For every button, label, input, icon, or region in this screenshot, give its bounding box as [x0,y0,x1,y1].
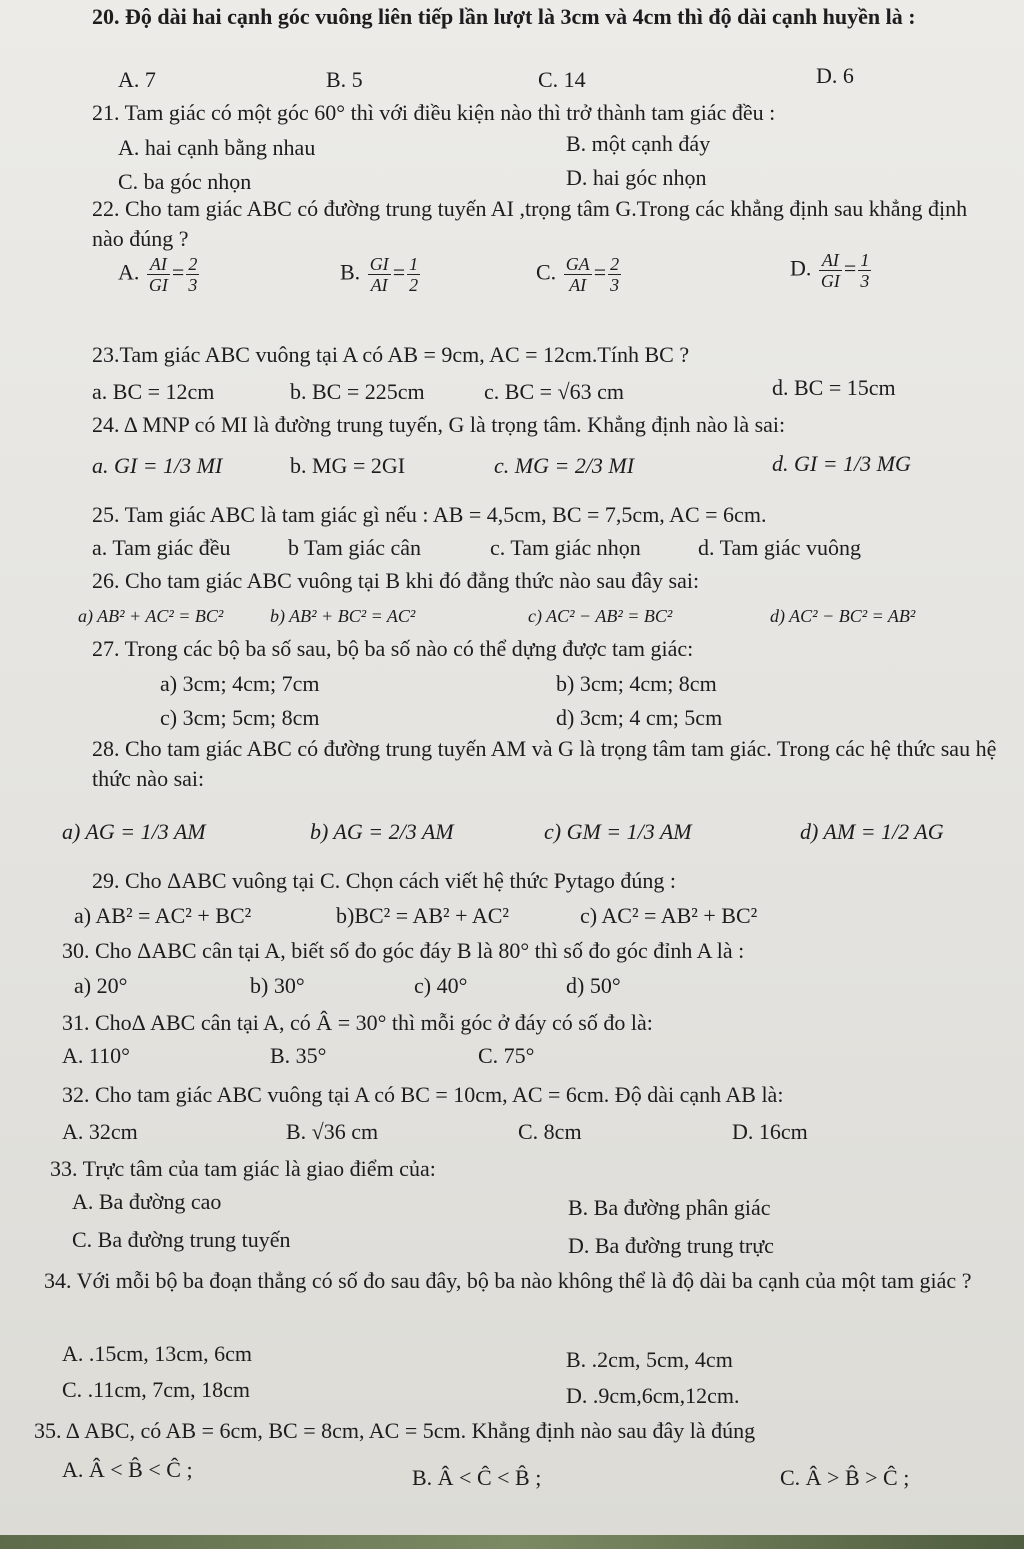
fraction [608,254,621,295]
question-stem: 31. ChoΔ ABC cân tại A, có Â = 30° thì mỗi góc ở đáy có số đo là: [62,1010,653,1035]
option: b)BC² = AB² + AC² [336,903,509,928]
option-letter: B. [340,259,361,285]
option-fraction: B. $\frac{GI}{AI}$ = $\frac{1}{2}$ [340,254,419,295]
option: d) 3cm; 4 cm; 5cm [556,705,723,730]
option: a) 20° [74,973,128,998]
option: A. 7 [118,67,156,92]
option-letter: D. [790,255,812,281]
option: B. Ba đường phân giác [568,1195,771,1220]
option: b Tam giác cân [288,535,422,560]
question-21 [92,98,1004,128]
question-29 [92,866,1004,896]
option: D. 16cm [732,1119,808,1144]
option-letter: C. [536,259,557,285]
option: c) AC² − AB² = BC² [528,606,673,626]
question-stem: 20. Độ dài hai cạnh góc vuông liên tiếp lần lượt là 3cm và 4cm thì độ dài cạnh huyền là : [92,4,916,29]
option: b) AB² + BC² = AC² [270,606,416,626]
denominator: GI [148,275,168,295]
numerator: AI [819,250,842,271]
fraction [147,254,170,295]
option: B. 5 [326,67,363,92]
question-stem: 27. Trong các bộ ba số sau, bộ ba số nào có thể dựng được tam giác: [92,636,694,661]
denominator: 3 [610,275,620,295]
option: A. 110° [62,1043,130,1068]
question-33 [50,1154,1004,1184]
fraction [186,254,199,295]
option: b) AG = 2/3 AM [310,819,454,844]
fraction [368,254,391,295]
option: a. Tam giác đều [92,535,231,560]
option-fraction: D. $\frac{AI}{GI}$ = $\frac{1}{3}$ [790,250,870,291]
option: B. .2cm, 5cm, 4cm [566,1347,733,1372]
question-28 [92,734,1004,794]
question-stem: 34. Với mỗi bộ ba đoạn thẳng có số đo sau đây, bộ ba nào không thể là độ dài ba cạnh của một tam giác ? [44,1268,972,1293]
option: c) GM = 1/3 AM [544,819,692,844]
option: d. BC = 15cm [772,375,896,400]
option: C. 8cm [518,1119,582,1144]
option: A. .15cm, 13cm, 6cm [62,1341,253,1366]
option: d) AC² − BC² = AB² [770,606,916,626]
option: d. Tam giác vuông [698,535,862,560]
fraction [564,254,592,295]
option: c. Tam giác nhọn [490,535,641,560]
option: C. Ba đường trung tuyến [72,1227,291,1252]
question-stem: 24. Δ MNP có MI là đường trung tuyến, G là trọng tâm. Khẳng định nào là sai: [92,412,786,437]
option: a) AG = 1/3 AM [62,819,206,844]
question-35 [34,1416,1004,1446]
question-20 [92,2,1004,32]
option: C. .11cm, 7cm, 18cm [62,1377,250,1402]
fraction [819,250,842,291]
option: D. Ba đường trung trực [568,1233,774,1258]
denominator: AI [370,275,388,295]
option: A. 32cm [62,1119,138,1144]
denominator: 3 [188,275,198,295]
question-stem: 33. Trực tâm của tam giác là giao điểm của: [50,1156,436,1181]
question-31 [62,1008,1004,1038]
option: C. 14 [538,67,586,92]
denominator: GI [820,271,840,291]
question-stem: 32. Cho tam giác ABC vuông tại A có BC = 10cm, AC = 6cm. Độ dài cạnh AB là: [62,1082,784,1107]
option-fraction: C. $\frac{GA}{AI}$ = $\frac{2}{3}$ [536,254,620,295]
question-stem: 22. Cho tam giác ABC có đường trung tuyến AI ,trọng tâm G.Trong các khẳng định sau khẳng định nào đúng ? [92,196,968,251]
question-stem: 30. Cho ΔABC cân tại A, biết số đo góc đáy B là 80° thì số đo góc đỉnh A là : [62,938,745,963]
question-stem: 35. Δ ABC, có AB = 6cm, BC = 8cm, AC = 5cm. Khẳng định nào sau đây là đúng [34,1418,756,1443]
fraction [407,254,420,295]
option: C. Â > B̂ > Ĉ ; [780,1465,910,1490]
option: B. 35° [270,1043,327,1068]
option: b) 30° [250,973,305,998]
option: d) 50° [566,973,621,998]
option: A. Ba đường cao [72,1189,222,1214]
question-25 [92,500,1004,530]
denominator: 2 [409,275,419,295]
numerator: 1 [860,250,870,270]
option: a. GI = 1/3 MI [92,453,223,478]
option: B. √36 cm [286,1119,379,1144]
option: D. 6 [816,63,854,88]
option: d. GI = 1/3 MG [772,451,911,476]
fraction [858,250,871,291]
question-34 [44,1266,1004,1296]
option: A. Â < B̂ < Ĉ ; [62,1457,193,1482]
option: C. ba góc nhọn [118,169,252,194]
numerator: AI [147,254,170,275]
numerator: 2 [188,254,198,274]
option: b. MG = 2GI [290,453,406,478]
option-letter: A. [118,259,140,285]
numerator: 2 [610,254,620,274]
question-stem: 29. Cho ΔABC vuông tại C. Chọn cách viết hệ thức Pytago đúng : [92,868,676,893]
question-26 [92,566,1004,596]
option: c. MG = 2/3 MI [494,453,635,478]
numerator: GI [369,254,389,274]
question-23 [92,340,1004,370]
question-stem: 21. Tam giác có một góc 60° thì với điều kiện nào thì trở thành tam giác đều : [92,100,776,125]
option: D. hai góc nhọn [566,165,707,190]
question-stem: 28. Cho tam giác ABC có đường trung tuyến AM và G là trọng tâm tam giác. Trong các hệ thức sau hệ thức nào sai: [92,736,997,791]
question-24 [92,410,1004,440]
denominator: 3 [860,271,870,291]
question-stem: 25. Tam giác ABC là tam giác gì nếu : AB = 4,5cm, BC = 7,5cm, AC = 6cm. [92,502,767,527]
option-fraction: A. $\frac{AI}{GI}$ = $\frac{2}{3}$ [118,254,198,295]
option: c) 3cm; 5cm; 8cm [160,705,320,730]
option: D. .9cm,6cm,12cm. [566,1383,740,1408]
option: B. một cạnh đáy [566,131,711,156]
option: A. hai cạnh bằng nhau [118,135,316,160]
question-stem: 26. Cho tam giác ABC vuông tại B khi đó đẳng thức nào sau đây sai: [92,568,700,593]
numerator: 1 [409,254,419,274]
option: a) AB² = AC² + BC² [74,903,252,928]
numerator: GA [565,254,590,274]
option: c. BC = √63 cm [484,379,624,404]
option: b) 3cm; 4cm; 8cm [556,671,717,696]
question-27 [92,634,1004,664]
denominator: AI [569,275,587,295]
option: B. Â < Ĉ < B̂ ; [412,1465,542,1490]
option: C. 75° [478,1043,535,1068]
option: b. BC = 225cm [290,379,425,404]
option: d) AM = 1/2 AG [800,819,944,844]
option: c) 40° [414,973,468,998]
background-edge [0,1535,1024,1549]
option: a) AB² + AC² = BC² [78,606,224,626]
question-stem: 23.Tam giác ABC vuông tại A có AB = 9cm, AC = 12cm.Tính BC ? [92,342,690,367]
option: a. BC = 12cm [92,379,215,404]
question-22 [92,194,1004,254]
option: a) 3cm; 4cm; 7cm [160,671,320,696]
question-30 [62,936,1004,966]
option: c) AC² = AB² + BC² [580,903,758,928]
question-32 [62,1080,1004,1110]
